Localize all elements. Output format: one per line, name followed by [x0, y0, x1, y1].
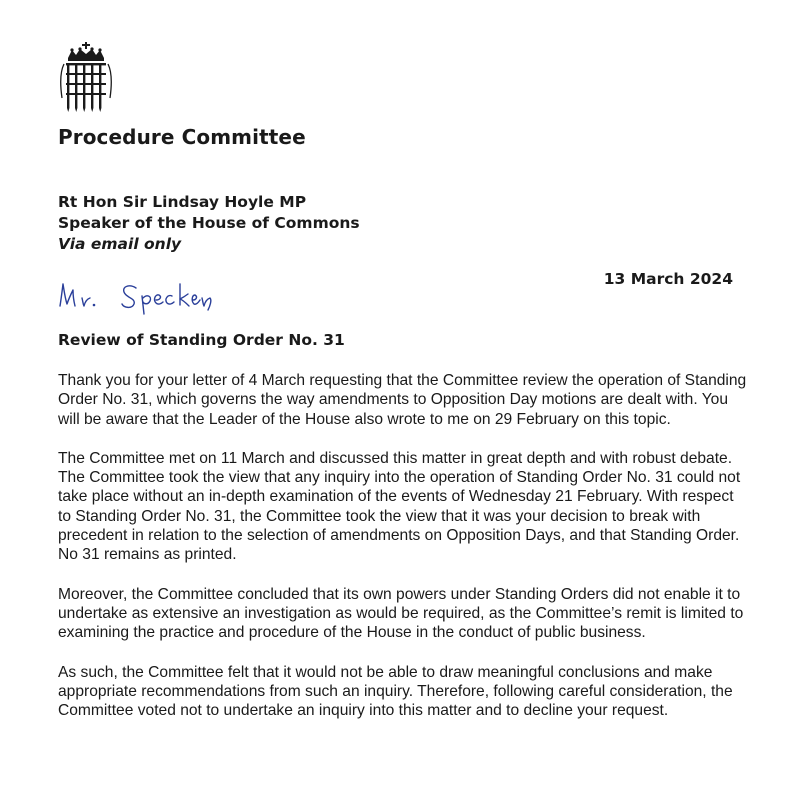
body-paragraph: The Committee met on 11 March and discussed this matter in great depth and with robust debate. The Committee took the view that any inquiry into the operation of Standing Order No. 31 could not take place without an in-depth examination of the events of Wednesday 21 February. With respect to Standing Order No. 31, the Committee took the view that it was your decision to break with precedent in relation to the selection of amendments on Opposition Days, and that Standing Order. No 31 remains as printed.: [58, 449, 741, 564]
committee-name: Procedure Committee: [58, 125, 306, 149]
letter-body: [58, 371, 748, 740]
body-paragraph: Thank you for your letter of 4 March requesting that the Committee review the operation of Standing Order No. 31, which governs the way amendments to Opposition Day motions are dealt with. You will be aware that the Leader of the House also wrote to me on 29 February on this topic.: [58, 372, 747, 428]
addressee-title: Speaker of the House of Commons: [58, 214, 360, 232]
delivery-note: Via email only: [58, 235, 182, 253]
letter-date: 13 March 2024: [603, 270, 733, 288]
body-paragraph: Moreover, the Committee concluded that its own powers under Standing Orders did not enable it to undertake as extensive an investigation as would be required, as the Committee’s remit is limited to examining the practice and procedure of the House in the conduct of public business.: [58, 585, 744, 642]
handwritten-salutation: [52, 276, 252, 316]
portcullis-icon: [58, 42, 114, 114]
addressee-block: [58, 192, 360, 255]
addressee-name: Rt Hon Sir Lindsay Hoyle MP: [58, 193, 307, 211]
body-paragraph: As such, the Committee felt that it would not be able to draw meaningful conclusions and make appropriate recommendations from such an inquiry. Therefore, following careful consideration, the Committee voted not to undertake an inquiry into this matter and to decline your request.: [58, 663, 733, 720]
letter-subject: Review of Standing Order No. 31: [58, 331, 345, 349]
